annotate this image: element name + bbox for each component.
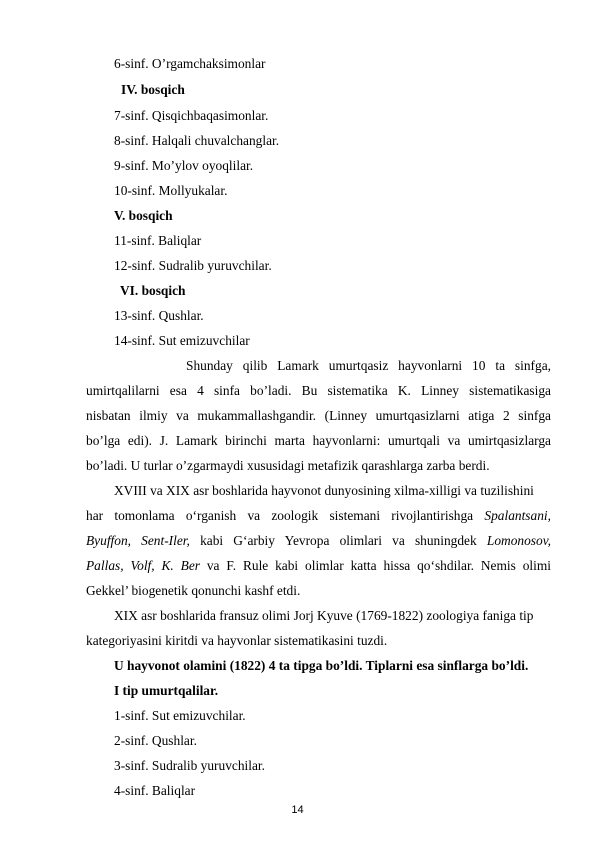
paragraph-line [86, 533, 551, 549]
list-item: 10-sinf. Mollyukalar. [114, 183, 228, 198]
paragraph-line: kategoriyasini kiritdi va hayvonlar sistematikasini tuzdi. [86, 633, 388, 648]
paragraph-line [86, 508, 551, 524]
paragraph-line: bo’ladi. U turlar o’zgarmaydi xususidagi metafizik qarashlarga zarba berdi. [86, 458, 490, 473]
list-item: 2-sinf. Qushlar. [114, 733, 197, 748]
list-item: 1-sinf. Sut emizuvchilar. [114, 708, 246, 723]
paragraph-line: Gekkel’ biogenetik qonunchi kashf etdi. [86, 583, 301, 598]
list-item: 14-sinf. Sut emizuvchilar [114, 333, 250, 348]
italic-names: Byuffon, Sent-Iler, [86, 533, 190, 548]
list-item: 13-sinf. Qushlar. [114, 308, 204, 323]
paragraph-line: XIX asr boshlarida fransuz olimi Jorj Kyuve (1769-1822) zoologiya faniga tip [114, 608, 534, 623]
list-item: 7-sinf. Qisqichbaqasimonlar. [114, 108, 269, 123]
paragraph-line: nisbatan ilmiy va mukammallashgandir. (Linney umurtqasizlarni atiga 2 sinfga [86, 408, 551, 423]
page-number: 14 [291, 804, 304, 816]
paragraph-line [86, 558, 551, 574]
bold-statement: U hayvonot olamini (1822) 4 ta tipga bo’ldi. Tiplarni esa sinflarga bo’ldi. [114, 658, 529, 673]
text-span: kabi G‘arbiy Yevropa olimlari va shuningdek [200, 533, 477, 548]
italic-names: Spalantsani, [484, 508, 551, 523]
list-item: 3-sinf. Sudralib yuruvchilar. [114, 758, 265, 773]
italic-names: Lomonosov, [486, 533, 551, 548]
list-item: 8-sinf. Halqali chuvalchanglar. [114, 133, 280, 148]
list-item: 11-sinf. Baliqlar [114, 233, 202, 248]
bold-statement: I tip umurtqalilar. [114, 683, 219, 698]
section-heading: V. bosqich [114, 208, 173, 223]
list-item: 4-sinf. Baliqlar [114, 783, 196, 798]
list-item: 12-sinf. Sudralib yuruvchilar. [114, 258, 272, 273]
italic-names: Pallas, Volf, K. Ber [86, 558, 200, 573]
paragraph-line: umirtqalilarni esa 4 sinfa bo’ladi. Bu sistematika K. Linney sistematikasiga [86, 383, 551, 398]
section-heading: IV. bosqich [121, 82, 185, 97]
text-span: har tomonlama o‘rganish va zoologik sistemani rivojlantirishga [86, 508, 474, 523]
paragraph-line: Shunday qilib Lamark umurtqasiz hayvonlarni 10 ta sinfga, [186, 358, 551, 373]
list-item: 6-sinf. O’rgamchaksimonlar [114, 56, 266, 71]
list-item: 9-sinf. Mo’ylov oyoqlilar. [114, 158, 254, 173]
text-span: va F. Rule kabi olimlar katta hissa qo‘shdilar. Nemis olimi [206, 558, 551, 573]
section-heading: VI. bosqich [120, 283, 186, 298]
paragraph-line: XVIII va XIX asr boshlarida hayvonot dunyosining xilma-xilligi va tuzilishini [114, 483, 534, 498]
paragraph-line: bo’lga edi). J. Lamark birinchi marta hayvonlarni: umurtqali va umirtqasizlarga [86, 433, 551, 448]
